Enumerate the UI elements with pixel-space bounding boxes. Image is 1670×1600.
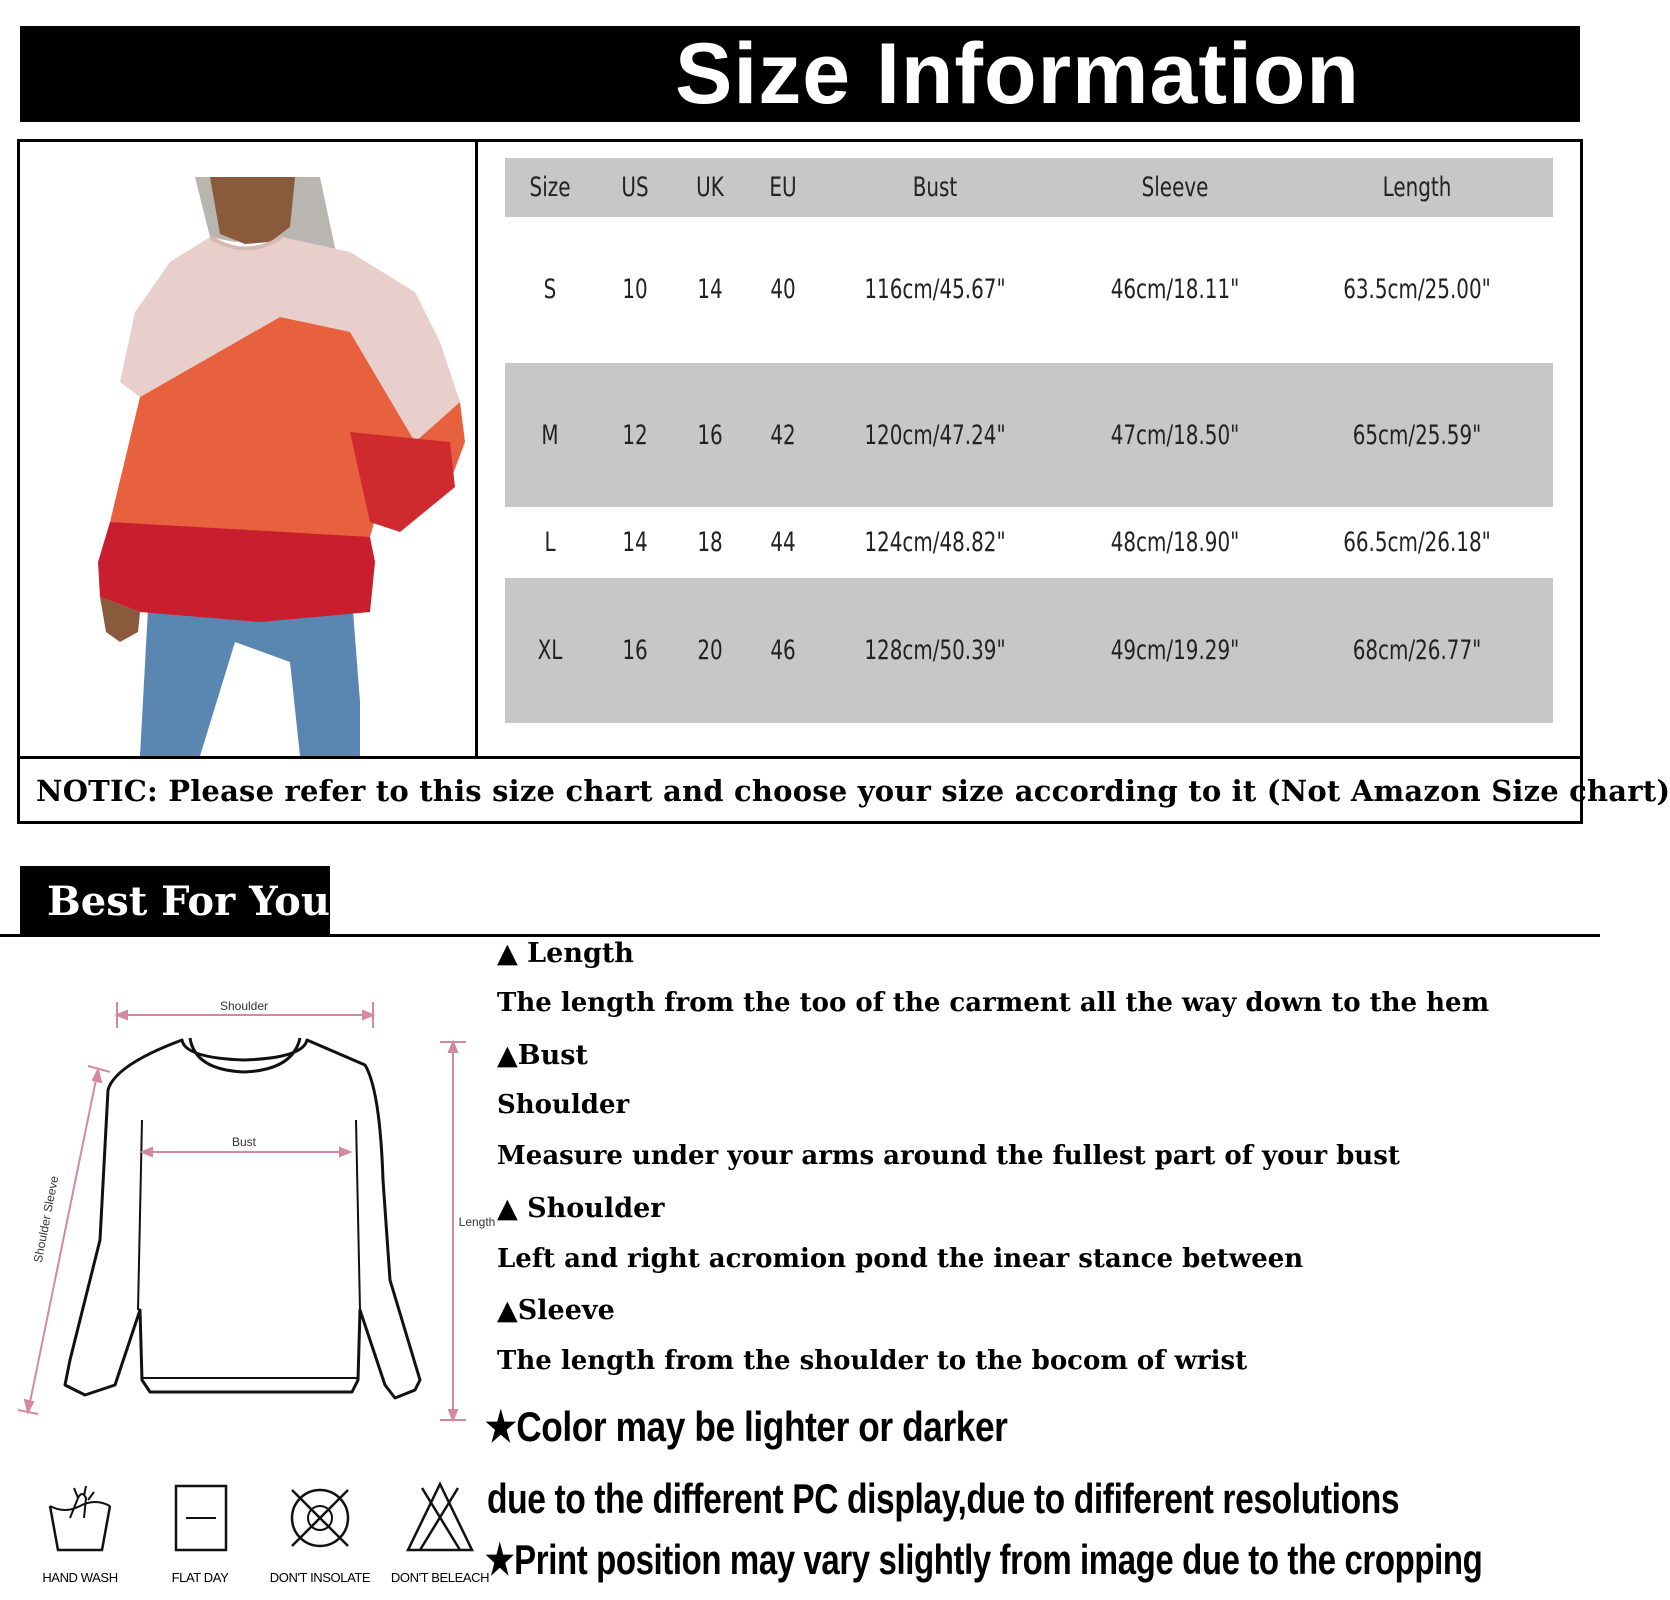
table-cell: 128cm/50.39" (864, 635, 1006, 666)
diagram-shoulder-label: Shoulder (219, 999, 269, 1013)
table-cell: 12 (622, 419, 648, 451)
table-cell: 63.5cm/25.00" (1343, 274, 1491, 305)
column-header: UK (696, 172, 724, 203)
table-cell: 46 (770, 635, 796, 666)
notice-row (20, 756, 1670, 821)
best-for-you-label: Best For You (47, 878, 330, 925)
table-cell: 16 (697, 419, 723, 451)
column-header: Size (529, 172, 571, 203)
column-header: EU (769, 172, 797, 203)
length-heading: ▲ Length (497, 938, 634, 969)
color-disclaimer: ★Color may be lighter or darker (485, 1403, 1008, 1450)
bust-subheading: Shoulder (497, 1090, 630, 1120)
table-cell: 44 (770, 526, 796, 558)
care-label: FLAT DAY (171, 1570, 229, 1585)
shoulder-description: Left and right acromion pond the inear stance between (497, 1244, 1304, 1274)
table-cell: 66.5cm/26.18" (1343, 526, 1491, 558)
table-cell: 16 (622, 635, 648, 666)
diagram-length-label: Length (458, 1215, 496, 1229)
hand-wash-icon (40, 1478, 120, 1558)
length-description: The length from the too of the carment all the way down to the hem (497, 988, 1490, 1018)
table-row (505, 217, 1553, 362)
table-row (505, 507, 1553, 577)
notice-text: NOTIC: Please refer to this size chart and choose your size according to it (Not Amazon Size chart) (36, 774, 1670, 808)
care-label: HAND WASH (42, 1570, 118, 1585)
table-cell: 18 (697, 526, 723, 558)
table-row (505, 578, 1553, 723)
care-icons (20, 1468, 490, 1598)
table-cell: 65cm/25.59" (1352, 419, 1482, 451)
sweater-measurement-diagram (0, 980, 496, 1440)
section-divider (0, 934, 1600, 937)
product-photo (20, 142, 478, 756)
table-cell: 46cm/18.11" (1110, 274, 1240, 305)
best-for-you-tab (20, 866, 330, 936)
diagram-sleeve-label: Shoulder Sleeve (30, 1174, 62, 1264)
bust-heading: ▲Bust (497, 1040, 588, 1071)
care-item (20, 1468, 140, 1598)
table-cell: 14 (697, 274, 723, 305)
table-cell: 14 (622, 526, 648, 558)
print-disclaimer: ★Print position may vary slightly from image due to the cropping (485, 1536, 1483, 1583)
care-item (140, 1468, 260, 1598)
table-cell: 49cm/19.29" (1110, 635, 1240, 666)
table-cell: 40 (770, 274, 796, 305)
care-item (260, 1468, 380, 1598)
column-header: US (621, 172, 649, 203)
flat-dry-icon (160, 1478, 240, 1558)
table-cell: 20 (697, 635, 723, 666)
shoulder-heading: ▲ Shoulder (497, 1193, 665, 1224)
table-cell: 42 (770, 419, 796, 451)
table-cell: L (544, 526, 556, 558)
display-disclaimer: due to the different PC display,due to dififerent resolutions (487, 1475, 1400, 1522)
column-header: Sleeve (1141, 172, 1209, 203)
table-row (505, 363, 1553, 507)
dont-insolate-icon (280, 1478, 360, 1558)
diagram-bust-label: Bust (231, 1135, 257, 1149)
care-label: DON'T BELEACH (390, 1570, 490, 1585)
table-cell: S (543, 274, 557, 305)
page-title: Size Information (675, 26, 1360, 122)
table-cell: 116cm/45.67" (864, 274, 1006, 305)
product-photo-cell (20, 142, 478, 756)
table-cell: 10 (622, 274, 648, 305)
table-cell: 47cm/18.50" (1110, 419, 1240, 451)
dont-bleach-icon (400, 1478, 480, 1558)
sleeve-heading: ▲Sleeve (497, 1295, 615, 1326)
table-cell: XL (537, 635, 563, 666)
title-bar (20, 26, 1580, 122)
column-header: Bust (912, 172, 958, 203)
table-cell: 120cm/47.24" (864, 419, 1006, 451)
bust-description: Measure under your arms around the fullest part of your bust (497, 1141, 1400, 1171)
column-header: Length (1382, 172, 1452, 203)
care-label: DON'T INSOLATE (269, 1570, 371, 1585)
table-cell: 68cm/26.77" (1352, 635, 1482, 666)
care-item (380, 1468, 500, 1598)
sleeve-description: The length from the shoulder to the bocom of wrist (497, 1346, 1248, 1376)
table-cell: 124cm/48.82" (864, 526, 1006, 558)
table-cell: 48cm/18.90" (1110, 526, 1240, 558)
table-header-row (505, 158, 1553, 217)
table-cell: M (541, 419, 559, 451)
